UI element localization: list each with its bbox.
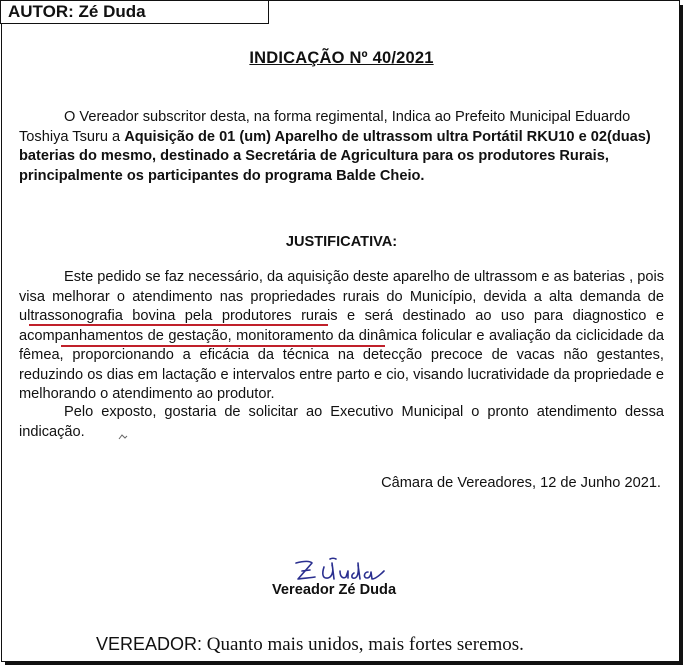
document-title: INDICAÇÃO Nº 40/2021 [249, 49, 434, 67]
intro-bold-text: Aquisição de 01 (um) Aparelho de ultrassom ultra Portátil RKU10 e 02(duas) baterias do mesmo, destinado a Secretária de Agricultura para os produtores Rurais, principalmente os participantes do programa Balde Cheio. [19, 128, 651, 184]
highlight-phrase-1: alta demanda de ultrassonografia bovina [19, 288, 664, 324]
place-and-date: Câmara de Vereadores, 12 de Junho 2021. [381, 475, 661, 491]
footer-motto-text: Quanto mais unidos, mais fortes seremos. [202, 634, 524, 655]
closing-text: Pelo exposto, gostaria de solicitar ao Executivo Municipal o pronto atendimento dessa indicação. [19, 404, 664, 440]
red-underline-1 [29, 324, 328, 326]
intro-paragraph [19, 108, 669, 186]
intro-text: O Vereador subscritor desta, na forma regimental, Indica ao Prefeito Municipal Eduardo Toshiya Tsuru a [19, 109, 631, 145]
closing-paragraph [19, 403, 664, 442]
footer-lead: VEREADOR: [96, 634, 203, 654]
footer-motto [96, 634, 524, 656]
justification-heading: JUSTIFICATIVA: [285, 234, 398, 250]
signature-name: Vereador Zé Duda [272, 582, 397, 598]
justification-paragraph [19, 268, 664, 405]
pen-mark-icon [118, 433, 128, 441]
justification-text-3: , monitoramento da dinâmica folicular e avaliação da ciclicidade da fêmea, proporcionando a eficácia da técnica na detecção precoce de vacas não gestantes, reduzindo os dias em lactação e intervalos entre parto e cio, visando lucratividade da propriedade e melhorando o atendimento ao produtor. [19, 327, 664, 402]
justification-text-1: Este pedido se faz necessário, da aquisição deste aparelho de ultrassom e as baterias , pois visa melhorar o atendimento nas propriedades rurais do Município, devida a [19, 269, 664, 305]
red-underline-2 [61, 345, 385, 347]
justification-text-2: pela produtores rurais e será destinado ao uso para [175, 308, 573, 324]
highlight-phrase-2: diagnostico e acompanhamentos de gestação [19, 308, 664, 344]
author-box: AUTOR: Zé Duda [0, 0, 269, 24]
